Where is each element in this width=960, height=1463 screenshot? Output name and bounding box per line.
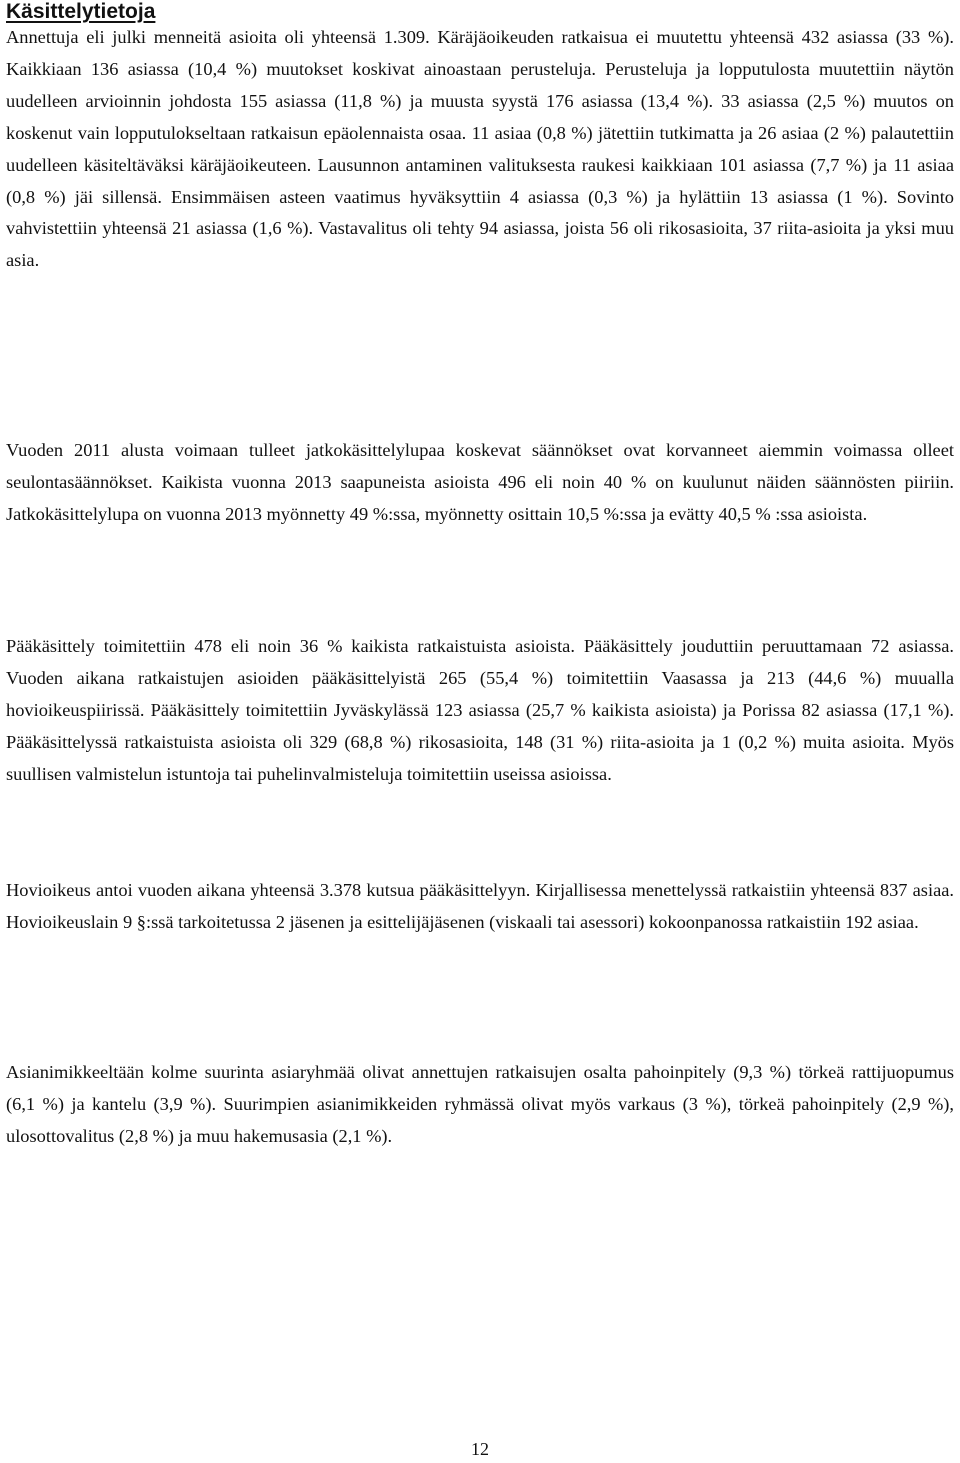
paragraph-jatkokasittelylupa: Vuoden 2011 alusta voimaan tulleet jatkokäsittelylupaa koskevat säännökset ovat korvanneet aiemmin voimassa olleet seulontasäännökset. Kaikista vuonna 2013 saapuneista asioista 496 eli noin 40 % on kuulunut näiden säännösten piiriin. Jatkokäsittelylupa on vuonna 2013 myönnetty 49 %:ssa, myönnetty osittain 10,5 %:ssa ja evätty 40,5 % :ssa asioista. xyxy=(6,440,954,524)
paragraph-paakasittely: Pääkäsittely toimitettiin 478 eli noin 36 % kaikista ratkaistuista asioista. Pääkäsittely jouduttiin peruuttamaan 72 asiassa. Vuoden aikana ratkaistujen asioiden pääkäsittelyistä 265 (55,4 %) toimitettiin Vaasassa ja 213 (44,6 %) muualla hovioikeuspiirissä. Pääkäsittely toimitettiin Jyväskylässä 123 asiassa (25,7 % kaikista asioista) ja Porissa 82 asiassa (17,1 %). Pääkäsittelyssä ratkaistuista asioista oli 329 (68,8 %) rikosasioita, 148 (31 %) riita-asioita ja 1 (0,2 %) muita asioita. Myös suullisen valmistelun istuntoja tai puhelinvalmisteluja toimitettiin useissa asioissa. xyxy=(6,636,954,784)
paragraph-kutsut: Hovioikeus antoi vuoden aikana yhteensä 3.378 kutsua pääkäsittelyyn. Kirjallisessa menettelyssä ratkaistiin yhteensä 837 asiaa. Hovioikeuslain 9 §:ssä tarkoitetussa 2 jäsenen ja esittelijäjäsenen (viskaali tai asessori) kokoonpanossa ratkaistiin 192 asiaa. xyxy=(6,880,954,932)
paragraph-annetut-asiat: Annettuja eli julki menneitä asioita oli yhteensä 1.309. Käräjäoikeuden ratkaisua ei muutettu yhteensä 432 asiassa (33 %). Kaikkiaan 136 asiassa (10,4 %) muutokset koskivat ainoastaan perusteluja. Perusteluja ja lopputulosta muutettiin näytön uudelleen arvioinnin johdosta 155 asiassa (11,8 %) ja muusta syystä 176 asiassa (13,4 %). 33 asiassa (2,5 %) muutos on koskenut vain lopputulokseltaan ratkaisun epäolennaista osaa. 11 asiaa (0,8 %) jätettiin tutkimatta ja 26 asiaa (2 %) palautettiin uudelleen käsiteltäväksi käräjäoikeuteen. Lausunnon antaminen valituksesta raukesi kaikkiaan 101 asiassa (7,7 %) ja 11 asiaa (0,8 %) jäi sillensä. Ensimmäisen asteen vaatimus hyväksyttiin 4 asiassa (0,3 %) ja hylättiin 13 asiassa (1 %). Sovinto vahvistettiin yhteensä 21 asiassa (1,6 %). Vastavalitus oli tehty 94 asiassa, joista 56 oli rikosasioita, 37 riita-asioita ja yksi muu asia. xyxy=(6,27,954,271)
paragraph-asiaryhmat: Asianimikkeeltään kolme suurinta asiaryhmää olivat annettujen ratkaisujen osalta pahoinpitely (9,3 %) törkeä rattijuopumus (6,1 %) ja kantelu (3,9 %). Suurimpien asianimikkeiden ryhmässä olivat myös varkaus (3 %), törkeä pahoinpitely (2,9 %), ulosottovalitus (2,8 %) ja muu hakemusasia (2,1 %). xyxy=(6,1062,954,1146)
section-heading: Käsittelytietoja xyxy=(6,0,156,23)
page-number: 12 xyxy=(471,1439,489,1459)
